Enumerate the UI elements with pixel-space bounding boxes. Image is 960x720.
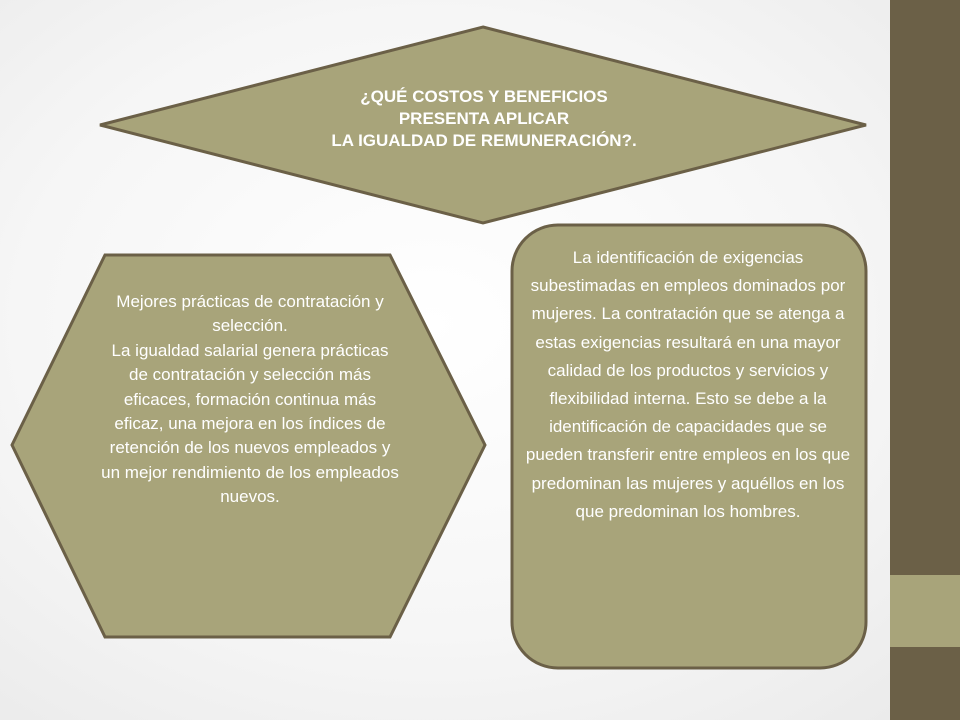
- left-box-body: La igualdad salarial genera prácticas de contratación y selección más eficaces, formación continua más eficaz, una mejora en los índices de retención de los nuevos empleados y un mejor rendimiento de los empleados nuevos.: [101, 340, 399, 507]
- sidebar-dark-band-top: [890, 0, 960, 575]
- right-box-text: [524, 244, 852, 526]
- left-box-heading: Mejores prácticas de contratación y selección.: [116, 292, 384, 336]
- right-box-paragraph: La identificación de exigencias subestimadas en empleos dominados por mujeres. La contratación que se atenga a estas exigencias resultará en una mayor calidad de los productos y servicios y flexibilidad interna. Esto se debe a la identificación de capacidades que se pueden transferir entre empleos en los que predominan las mujeres y aquéllos en los que predominan los hombres.: [525, 248, 851, 521]
- title-line-1: ¿QUÉ COSTOS Y BENEFICIOS: [360, 87, 608, 106]
- title-line-3: LA IGUALDAD DE REMUNERACIÓN?.: [331, 131, 637, 150]
- left-box-text: [100, 290, 400, 510]
- title-line-2: PRESENTA APLICAR: [398, 109, 570, 128]
- decorative-sidebar: [890, 0, 960, 720]
- sidebar-dark-band-bottom: [890, 647, 960, 720]
- sidebar-light-band: [890, 575, 960, 647]
- diagram-title: [230, 86, 738, 152]
